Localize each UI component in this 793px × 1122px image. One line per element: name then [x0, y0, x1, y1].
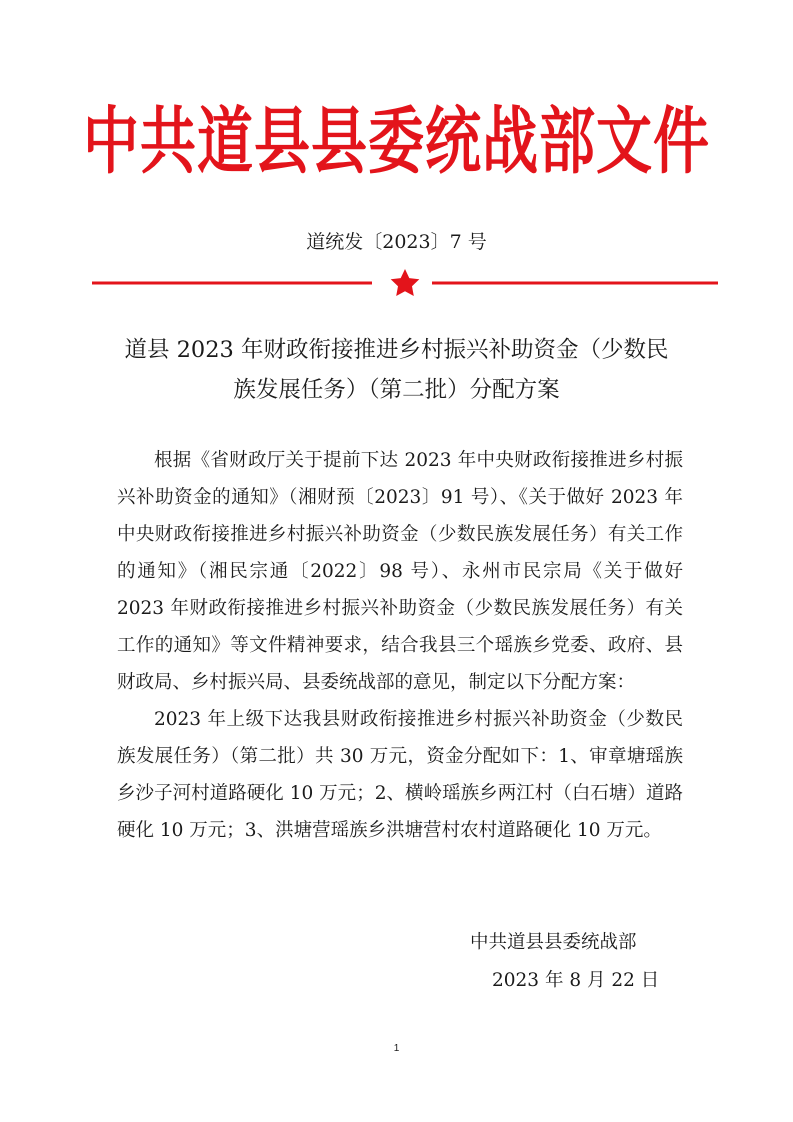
document-number: 道统发〔2023〕7 号	[306, 231, 487, 253]
body-paragraph-basis: 根据《省财政厅关于提前下达 2023 年中央财政衔接推进乡村振兴补助资金的通知》（湘财预〔2023〕91 号）、《关于做好 2023 年中央财政衔接推进乡村振兴补助资金（少数民族发展任务）有关工作的通知》（湘民宗通〔2022〕98 号）、永州市民宗局《关于做好 2023 年财政衔接推进乡村振兴补助资金（少数民族发展任务）有关工作的通知》等文件精神要求，结合我县三个瑶族乡党委、政府、县财政局、乡村振兴局、县委统战部的意见，制定以下分配方案：	[117, 450, 683, 693]
document-body	[117, 442, 683, 849]
signature-organization: 中共道县县委统战部	[470, 932, 637, 953]
page-number: 1	[393, 1043, 400, 1054]
document-title	[90, 330, 703, 410]
signature-date: 2023 年 8 月 22 日	[492, 970, 660, 991]
document-title-line-2: 族发展任务）（第二批）分配方案	[233, 377, 560, 403]
body-paragraph-allocation: 2023 年上级下达我县财政衔接推进乡村振兴补助资金（少数民族发展任务）（第二批）共 30 万元，资金分配如下：1、审章塘瑶族乡沙子河村道路硬化 10 万元；2、横岭瑶族乡两江村（白石塘）道路硬化 10 万元；3、洪塘营瑶族乡洪塘营村农村道路硬化 10 万元。	[117, 709, 683, 841]
document-title-line-1: 道县 2023 年财政衔接推进乡村振兴补助资金（少数民	[124, 337, 669, 363]
document-header-title: 中共道县县委统战部文件	[83, 100, 710, 185]
star-icon	[391, 269, 420, 296]
header-divider	[92, 269, 718, 299]
